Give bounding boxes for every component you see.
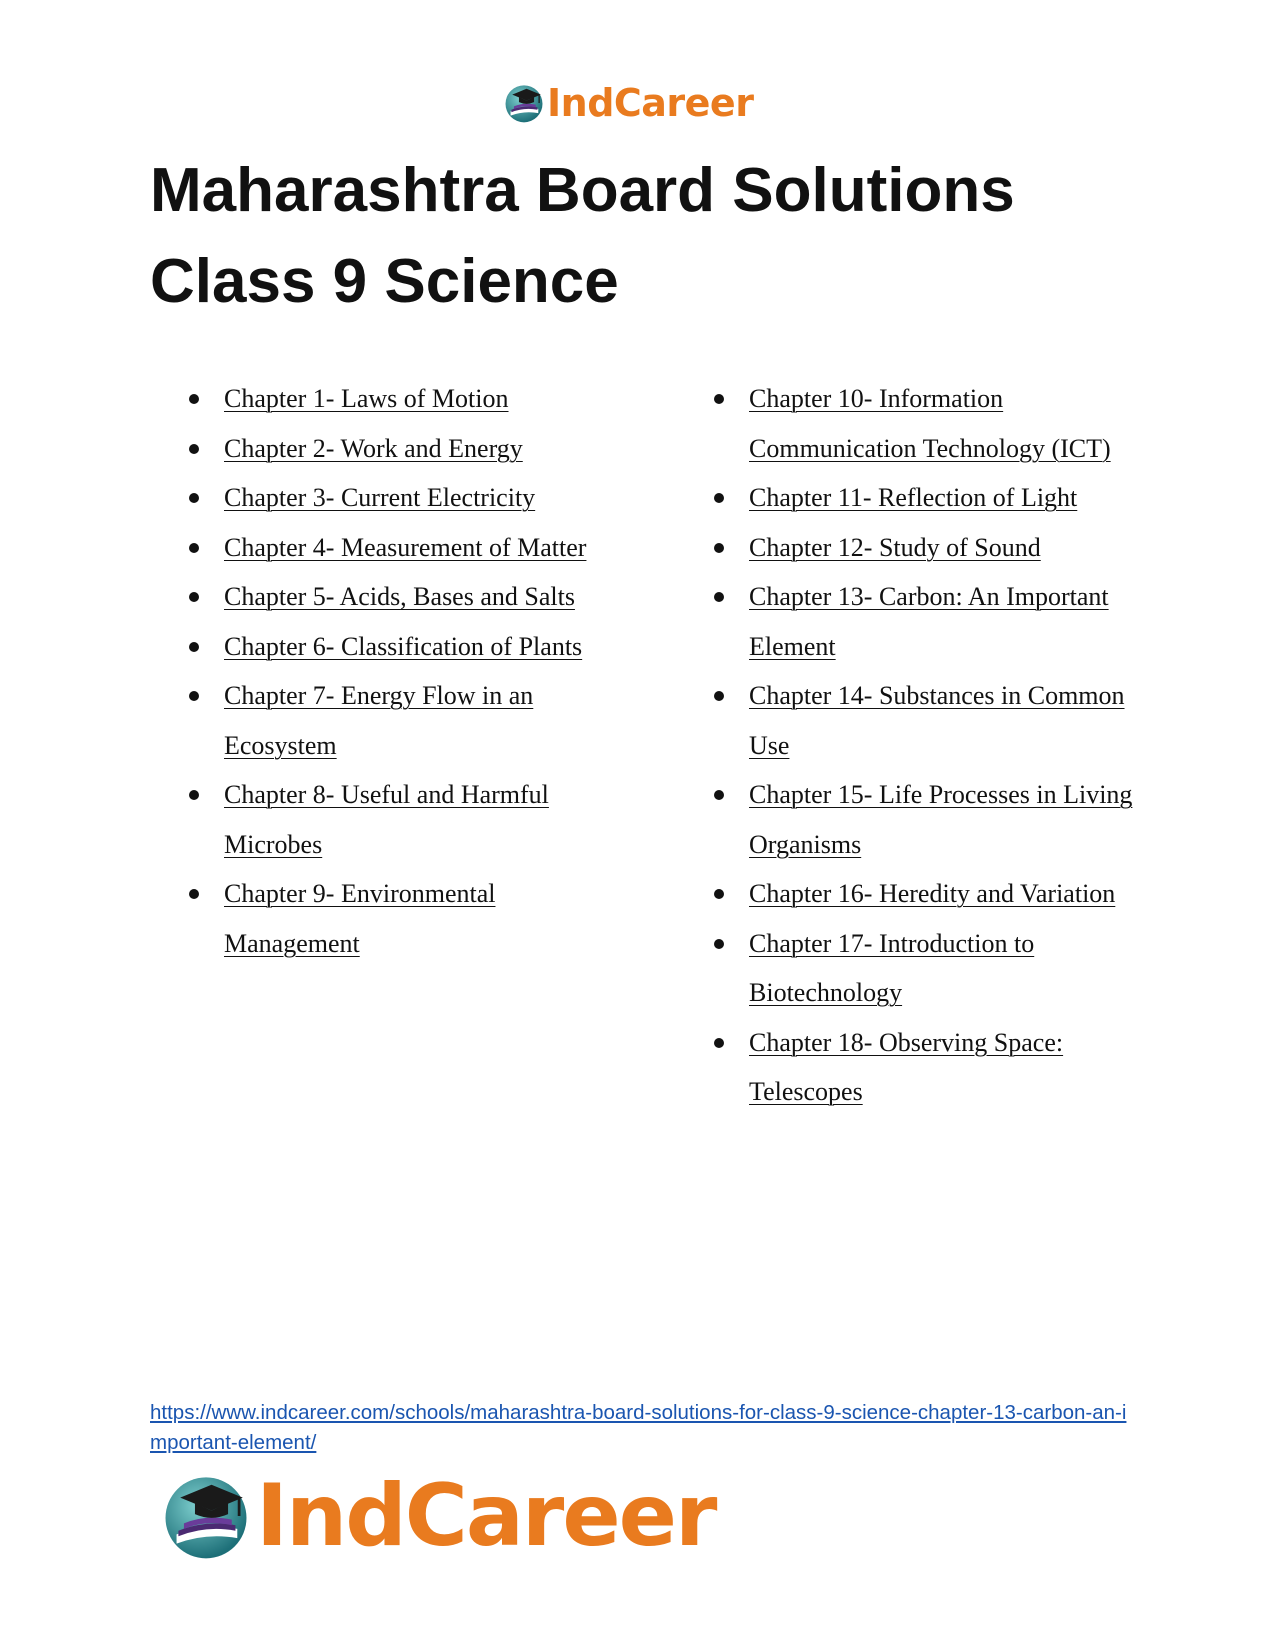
chapter-link-8[interactable]: Chapter 8- Useful and Harmful Microbes [224,780,549,859]
list-item [186,572,626,622]
chapter-link-5[interactable]: Chapter 5- Acids, Bases and Salts [224,582,575,611]
chapter-link-9[interactable]: Chapter 9- Environmental Management [224,879,496,958]
list-item [711,572,1151,671]
chapter-link-17[interactable]: Chapter 17- Introduction to Biotechnology [749,928,1035,1007]
list-item [711,770,1151,869]
chapter-link-1[interactable]: Chapter 1- Laws of Motion [224,384,509,413]
list-item [186,523,626,573]
chapter-link-13[interactable]: Chapter 13- Carbon: An Important Element [749,582,1109,661]
list-item [711,671,1151,770]
logo-wordmark: IndCareer [547,81,754,125]
title-line-1: Maharashtra Board Solutions [150,156,1015,225]
chapter-list-left [186,374,626,968]
chapter-link-4[interactable]: Chapter 4- Measurement of Matter [224,532,587,562]
list-item [711,473,1151,523]
chapter-link-14[interactable]: Chapter 14- Substances in Common Use [749,681,1125,760]
bullet-icon [714,939,724,949]
bullet-icon [189,444,199,454]
chapter-link-10[interactable]: Chapter 10- Information Communication Technology (ICT) [749,384,1111,463]
list-item [186,374,626,424]
title-line-2: Class 9 Science [150,247,619,316]
bullet-icon [714,889,724,899]
bullet-icon [189,889,199,899]
chapter-link-16[interactable]: Chapter 16- Heredity and Variation [749,879,1116,908]
bullet-icon [189,493,199,503]
chapter-link-7[interactable]: Chapter 7- Energy Flow in an Ecosystem [224,681,534,760]
chapter-link-12[interactable]: Chapter 12- Study of Sound [749,532,1041,562]
list-item [711,523,1151,573]
list-item [186,671,626,770]
bullet-icon [714,394,724,404]
list-item [711,919,1151,1018]
list-item [186,424,626,474]
list-item [186,622,626,672]
indcareer-logo-top[interactable] [503,80,753,126]
indcareer-logo-bottom[interactable] [160,1466,715,1566]
bullet-icon [714,691,724,701]
bullet-icon [189,790,199,800]
chapter-link-2[interactable]: Chapter 2- Work and Energy [224,433,523,463]
chapter-link-6[interactable]: Chapter 6- Classification of Plants [224,631,583,661]
list-item [186,770,626,869]
graduation-cap-book-globe-icon [160,1470,252,1562]
chapter-link-18[interactable]: Chapter 18- Observing Space: Telescopes [749,1027,1064,1106]
bullet-icon [714,592,724,602]
source-url-link[interactable]: https://www.indcareer.com/schools/maharashtra-board-solutions-for-class-9-science-chapter-13-carbon-an-important-element/ [150,1401,1127,1454]
list-item [186,473,626,523]
list-item [711,374,1151,473]
chapter-list-right [711,374,1151,1117]
bullet-icon [714,543,724,553]
list-item [186,869,626,968]
logo-wordmark: IndCareer [256,1466,716,1566]
list-item [711,1018,1151,1117]
bullet-icon [189,592,199,602]
bullet-icon [714,790,724,800]
bullet-icon [189,642,199,652]
bullet-icon [714,1038,724,1048]
bullet-icon [189,394,199,404]
chapter-link-15[interactable]: Chapter 15- Life Processes in Living Organisms [749,780,1133,859]
list-item [711,869,1151,919]
graduation-cap-book-globe-icon [503,82,545,124]
chapter-link-3[interactable]: Chapter 3- Current Electricity [224,483,536,512]
bullet-icon [189,543,199,553]
bullet-icon [714,493,724,503]
bullet-icon [189,691,199,701]
page-title [150,145,1150,327]
chapter-link-11[interactable]: Chapter 11- Reflection of Light [749,483,1078,512]
